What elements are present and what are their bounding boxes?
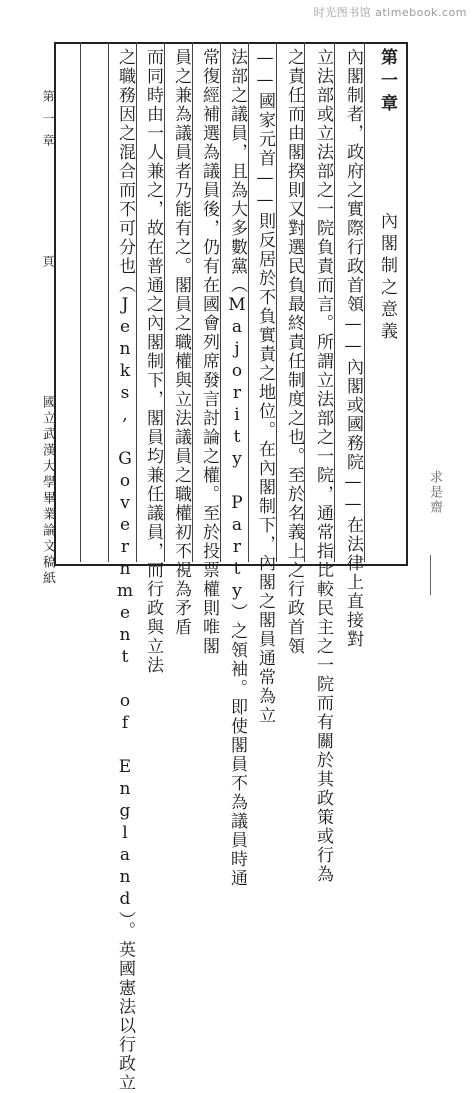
text-column: 員之兼為議員者乃能有之。閣員之職權與立法議員之職權初不視為矛盾	[171, 48, 191, 637]
margin-page-label: 頁	[41, 255, 55, 277]
text-column: 內閣制者，政府之實際行政首領——內閣或國務院——在法律上直接對	[343, 48, 363, 649]
margin-line	[430, 555, 431, 595]
publisher-imprint: 國立武漢大學畢業論文稿紙	[40, 395, 55, 587]
text-column: 立法部或立法部之一院負責而言。所謂立法部之一院，通常指比較民主之一院而有關於其政策或行為	[313, 48, 333, 884]
text-column: 而同時由一人兼之，故在普通之內閣制下，閣員均兼任議員，而行政與立法	[143, 48, 163, 675]
column-rule	[248, 42, 249, 562]
column-rule	[276, 42, 277, 562]
column-rule	[80, 42, 81, 562]
text-column: 之職務因之混合而不可分也（Jenks, Government of England）。英國憲法以行政立	[115, 48, 135, 1093]
text-column: 常復經補選為議員後，仍有在國會列席發言討論之權。至於投票權則唯閣	[199, 48, 219, 656]
column-rule	[164, 42, 165, 562]
text-column: 法部之議員，且為大多數黨（Majority Party）之領袖。即使閣員不為議員時通	[227, 48, 247, 888]
collector-stamp: 求是齋	[427, 470, 442, 515]
column-rule	[334, 42, 335, 562]
text-column: ——國家元首——則反居於不負實責之地位。在內閣制下，內閣之閣員通常為立	[255, 48, 275, 725]
chapter-heading: 第一章	[377, 48, 397, 117]
text-column: 之責任而由閣揆則又對選民負最終責任制度之也。至於名義上之行政首領	[284, 48, 304, 656]
margin-chapter-label: 第一章	[41, 90, 55, 156]
column-rule	[192, 42, 193, 562]
column-rule	[220, 42, 221, 562]
column-rule	[136, 42, 137, 562]
column-rule	[364, 42, 365, 562]
watermark-text: 时光图书馆 atimebook.com	[313, 6, 467, 19]
section-title: 內閣制之意義	[377, 212, 397, 344]
manuscript-sheet	[54, 42, 410, 1093]
column-rule	[108, 42, 109, 562]
